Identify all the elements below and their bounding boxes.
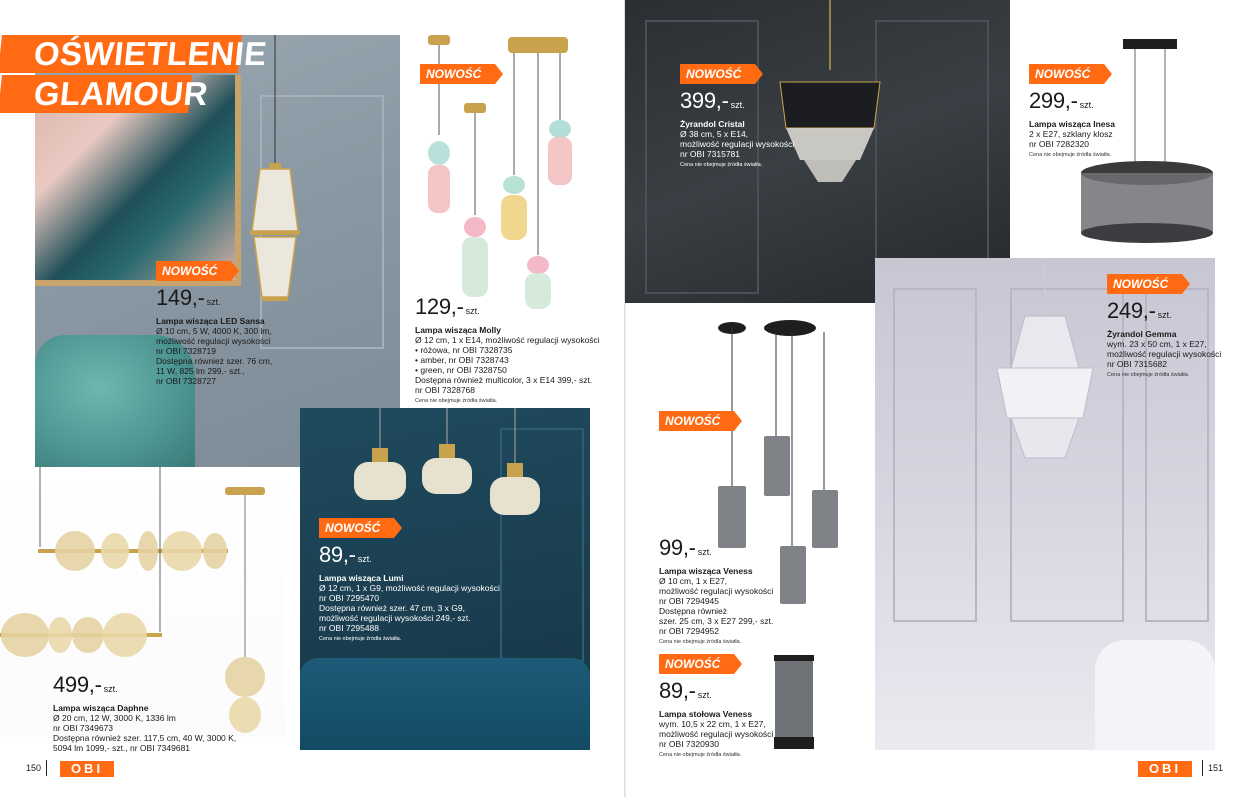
product-veness [659, 537, 773, 646]
price: 499,- [53, 672, 102, 697]
price: 89,- [659, 678, 696, 703]
price: 99,- [659, 535, 696, 560]
product-name: Żyrandol Cristal [680, 119, 745, 129]
product-name: Lampa wisząca Lumi [319, 573, 404, 583]
price: 149,- [156, 285, 205, 310]
veness-table-lamp-image [772, 655, 817, 750]
headline-line-1: OŚWIETLENIE [0, 35, 242, 73]
product-name: Lampa wisząca Inesa [1029, 119, 1115, 129]
page-number-left: 150 [26, 763, 42, 773]
product-name: Lampa wisząca Veness [659, 566, 753, 576]
price-unit: szt. [357, 554, 372, 564]
price-unit: szt. [697, 547, 712, 557]
gemma-lamp-image [985, 258, 1105, 463]
obi-logo-right: OBI [1138, 761, 1192, 777]
product-lumi [319, 518, 500, 643]
sofa [300, 658, 590, 750]
price-note: Cena nie obejmuje źródła światła. [1107, 372, 1190, 378]
new-badge: NOWOŚĆ [1107, 274, 1182, 294]
product-description: 2 x E27, szklany klosz nr OBI 7282320 [1029, 129, 1113, 149]
product-description: Ø 10 cm, 5 W, 4000 K, 300 lm, możliwość regulacji wysokości nr OBI 7328719 Dostępna również szer. 76 cm, 11 W, 825 lm 299,- szt., nr OBI 7328727 [156, 326, 273, 386]
product-description: Ø 12 cm, 1 x G9, możliwość regulacji wysokości nr OBI 7295470 Dostępna również szer. 47 cm, 3 x G9, możliwość regulacji wysokości 249,- szt. nr OBI 7295488 [319, 583, 500, 633]
price-note: Cena nie obejmuje źródła światła. [415, 398, 498, 404]
product-description: Ø 20 cm, 12 W, 3000 K, 1336 lm nr OBI 7349673 Dostępna również szer. 117,5 cm, 40 W, 3000 K, 5094 lm 1099,- szt., nr OBI 7349681 [53, 713, 237, 753]
product-name: Żyrandol Gemma [1107, 329, 1177, 339]
product-name: Lampa wisząca LED Sansa [156, 316, 265, 326]
product-name: Lampa stołowa Veness [659, 709, 753, 719]
product-name: Lampa wisząca Daphne [53, 703, 149, 713]
product-sansa [156, 261, 272, 386]
product-name: Lampa wisząca Molly [415, 325, 501, 335]
page-number-right: 151 [1208, 763, 1224, 773]
price-note: Cena nie obejmuje źródła światła. [319, 636, 402, 642]
product-molly-badge [420, 64, 495, 90]
price-note: Cena nie obejmuje źródła światła. [680, 162, 763, 168]
product-description: Ø 12 cm, 1 x E14, możliwość regulacji wysokości • różowa, nr OBI 7328735 • amber, nr OBI 7328743 • green, nr OBI 7328750 Dostępna również multicolor, 3 x E14 399,- szt. nr OBI 7328768 [415, 335, 600, 395]
price: 299,- [1029, 88, 1078, 113]
product-molly [415, 296, 600, 405]
product-description: Ø 38 cm, 5 x E14, możliwość regulacji wysokości nr OBI 7315781 [680, 129, 795, 159]
page-headline [0, 35, 269, 113]
new-badge: NOWOŚĆ [319, 518, 394, 538]
price-unit: szt. [1079, 100, 1094, 110]
price-unit: szt. [730, 100, 745, 110]
price-unit: szt. [465, 306, 480, 316]
armchair [1095, 640, 1215, 750]
obi-logo-left: OBI [60, 761, 114, 777]
price: 89,- [319, 542, 356, 567]
new-badge: NOWOŚĆ [659, 654, 734, 674]
headline-line-2: GLAMOUR [0, 75, 192, 113]
product-description: wym. 10,5 x 22 cm, 1 x E27, możliwość regulacji wysokości nr OBI 7320930 [659, 719, 774, 749]
new-badge: NOWOŚĆ [1029, 64, 1104, 84]
product-cristal [680, 64, 794, 169]
price-unit: szt. [103, 684, 118, 694]
new-badge: NOWOŚĆ [680, 64, 755, 84]
price-note: Cena nie obejmuje źródła światła. [659, 639, 742, 645]
price: 249,- [1107, 298, 1156, 323]
new-badge: NOWOŚĆ [156, 261, 231, 281]
new-badge: NOWOŚĆ [659, 411, 734, 431]
price-unit: szt. [206, 297, 221, 307]
product-veness-table [659, 654, 773, 759]
product-inesa [1029, 64, 1115, 159]
lumi-lamp-image [350, 408, 580, 528]
new-badge: NOWOŚĆ [420, 64, 495, 84]
product-description: wym. 23 x 50 cm, 1 x E27, możliwość regulacji wysokości nr OBI 7315682 [1107, 339, 1222, 369]
price-note: Cena nie obejmuje źródła światła. [659, 752, 742, 758]
price: 129,- [415, 294, 464, 319]
price-unit: szt. [697, 690, 712, 700]
product-description: Ø 10 cm, 1 x E27, możliwość regulacji wysokości nr OBI 7294945 Dostępna również szer. 25 cm, 3 x E27 299,- szt. nr OBI 7294952 [659, 576, 774, 636]
product-daphne [53, 674, 236, 753]
price-unit: szt. [1157, 310, 1172, 320]
product-veness-badge [659, 411, 734, 437]
price-note: Cena nie obejmuje źródła światła. [1029, 152, 1112, 158]
price: 399,- [680, 88, 729, 113]
product-gemma [1107, 274, 1221, 379]
